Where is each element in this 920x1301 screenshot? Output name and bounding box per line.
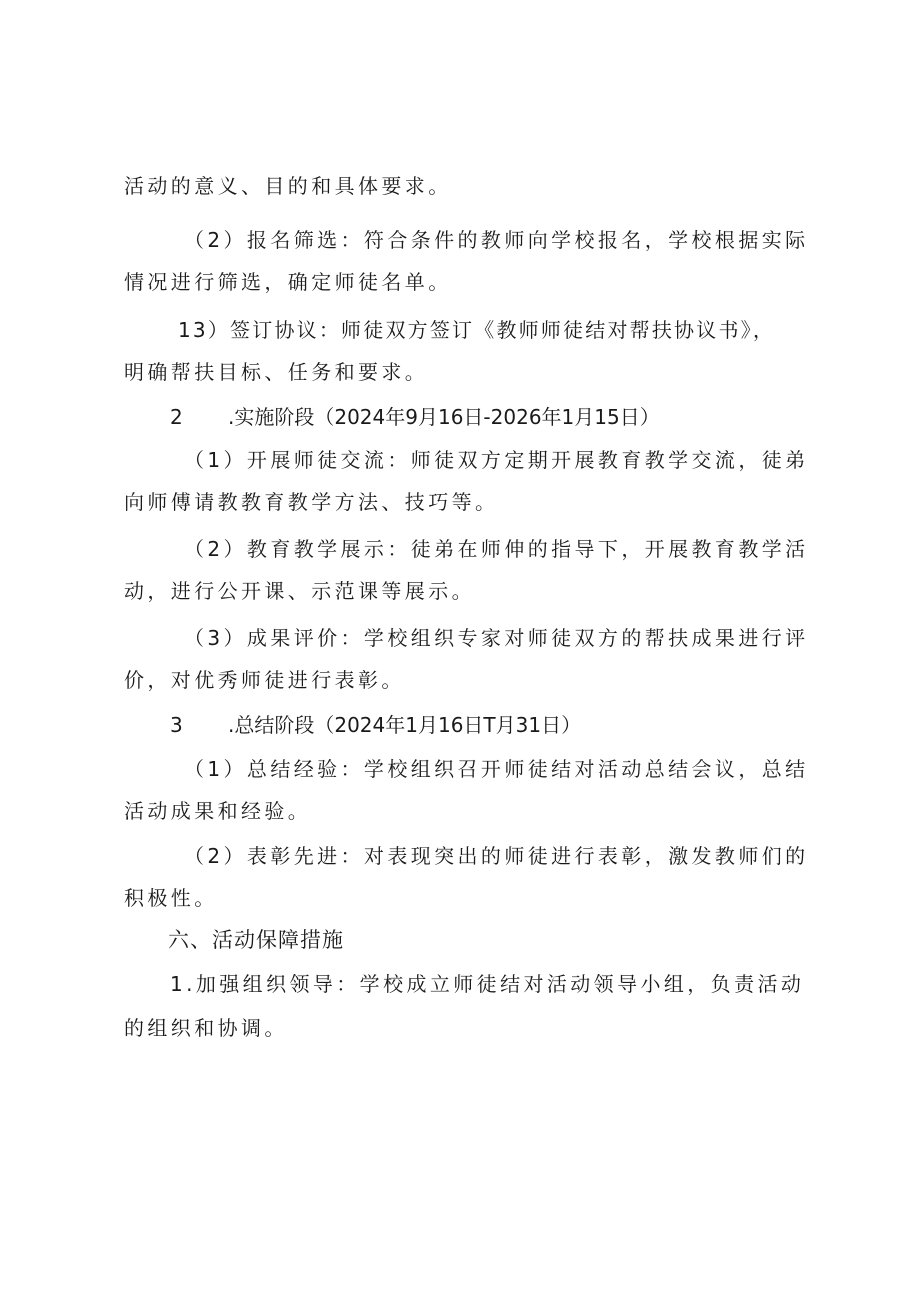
paragraph-line: 动，进行公开课、示范课等展示。	[124, 579, 475, 603]
paragraph-line: 价，对优秀师徒进行表彰。	[124, 668, 405, 692]
section-heading	[170, 711, 581, 739]
paragraph-line: （2）教育教学展示：徒弟在师伸的指导下，开展教育教学活	[184, 537, 809, 561]
paragraph-line: （1）开展师徒交流：师徒双方定期开展教育教学交流，徒弟	[184, 448, 809, 472]
paragraph-line: 积极性。	[124, 886, 218, 910]
section-heading	[170, 403, 660, 431]
paragraph-line: （2）表彰先进：对表现突出的师徒进行表彰，激发教师们的	[184, 844, 809, 868]
paragraph-line: 1.加强组织领导：学校成立师徒结对活动领导小组，负责活动	[170, 972, 805, 996]
paragraph-line: 活动成果和经验。	[124, 799, 312, 823]
chapter-heading: 六、活动保障措施	[168, 928, 344, 952]
section-title: .总结阶段（2024年1月16日T月31日）	[228, 713, 582, 737]
paragraph-line: （1）总结经验：学校组织召开师徒结对活动总结会议，总结	[184, 757, 809, 781]
paragraph-line: 明确帮扶目标、任务和要求。	[124, 360, 429, 384]
paragraph-line: 向师傅请教教育教学方法、技巧等。	[124, 490, 499, 514]
paragraph-line: 情况进行筛选，确定师徒名单。	[124, 270, 452, 294]
section-number: 3	[170, 713, 183, 737]
section-number: 2	[170, 405, 183, 429]
paragraph-line: 的组织和协调。	[124, 1016, 288, 1040]
section-title: .实施阶段（2024年9月16日-2026年1月15日）	[228, 405, 660, 429]
paragraph-line: （3）成果评价：学校组织专家对师徒双方的帮扶成果进行评	[184, 626, 809, 650]
paragraph-line: （2）报名筛选：符合条件的教师向学校报名，学校根据实际	[184, 228, 809, 252]
paragraph-line: 13）签订协议：师徒双方签订《教师师徒结对帮扶协议书》，	[178, 318, 776, 342]
paragraph-line: 活动的意义、目的和具体要求。	[124, 174, 452, 198]
